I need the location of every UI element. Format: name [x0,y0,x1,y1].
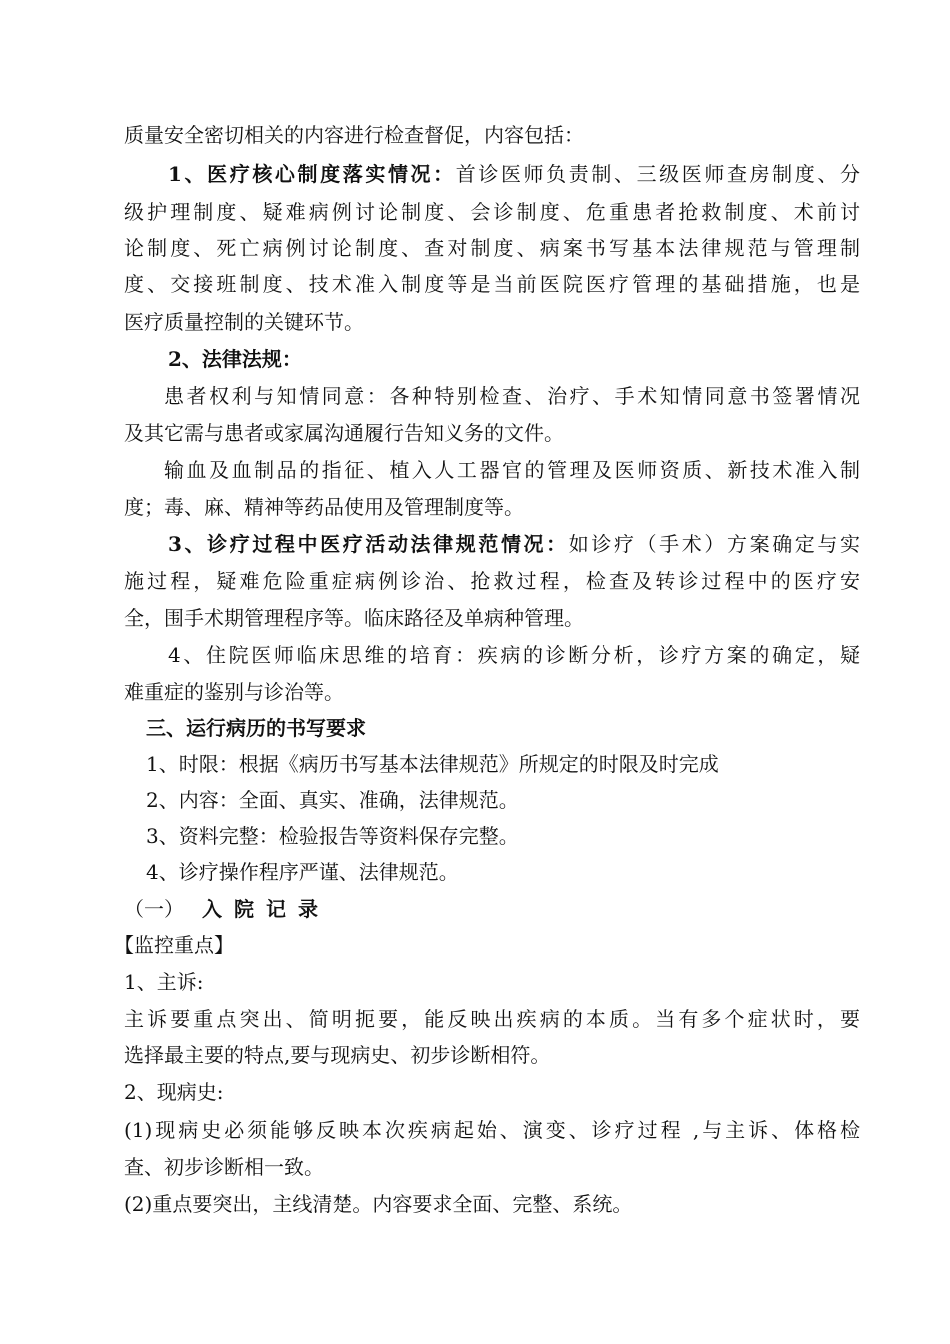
paragraph-line: 难重症的鉴别与诊治等。 [124,680,344,704]
paragraph-line: 论制度、死亡病例讨论制度、查对制度、病案书写基本法律规范与管理制 [124,236,860,260]
section-2-heading: 2、法律法规： [168,347,302,371]
list-item: 4、诊疗操作程序严谨、法律规范。 [146,860,459,884]
paragraph-line: 全，围手术期管理程序等。临床路径及单病种管理。 [124,606,584,630]
paragraph-line: 输血及血制品的指征、植入人工器官的管理及医师资质、新技术准入制 [164,458,860,482]
paragraph-line: 度；毒、麻、精神等药品使用及管理制度等。 [124,495,524,519]
section-3-heading: 3、诊疗过程中医疗活动法律规范情况： [168,532,569,556]
paragraph-line: (1)现病史必须能够反映本次疾病起始、演变、诊疗过程 ,与主诉、体格检 [124,1118,860,1142]
paragraph-line [124,530,860,558]
subsection-title: 入院记录 [202,897,330,921]
list-item: 1、主诉: [124,970,204,994]
paragraph-line: 4、住院医师临床思维的培育：疾病的诊断分析，诊疗方案的确定，疑 [168,643,860,667]
paragraph-line: 施过程，疑难危险重症病例诊治、抢救过程，检查及转诊过程中的医疗安 [124,569,860,593]
paragraph-line [124,160,860,188]
paragraph-line: (2)重点要突出，主线清楚。内容要求全面、完整、系统。 [124,1192,633,1216]
section-1-heading: 1、医疗核心制度落实情况： [168,162,456,186]
paragraph-text: 首诊医师负责制、三级医师查房制度、分 [455,162,860,186]
section-title: 三、运行病历的书写要求 [146,716,366,740]
list-item: 3、资料完整：检验报告等资料保存完整。 [146,824,519,848]
paragraph-line: 医疗质量控制的关键环节。 [124,310,364,334]
list-item: 2、现病史: [124,1080,224,1104]
paragraph-line: 级护理制度、疑难病例讨论制度、会诊制度、危重患者抢救制度、术前讨 [124,200,860,224]
subsection-number: （一） [124,897,184,921]
monitor-heading: 【监控重点】 [114,933,234,957]
list-item: 1、时限：根据《病历书写基本法律规范》所规定的时限及时完成 [146,752,719,776]
paragraph-text: 如诊疗（手术）方案确定与实 [568,532,860,556]
paragraph-line: 查、初步诊断相一致。 [124,1155,324,1179]
paragraph-line: 质量安全密切相关的内容进行检查督促，内容包括： [124,123,584,147]
paragraph-line: 度、交接班制度、技术准入制度等是当前医院医疗管理的基础措施，也是 [124,272,860,296]
paragraph-line: 选择最主要的特点,要与现病史、初步诊断相符。 [124,1043,551,1067]
subsection-heading [124,895,330,923]
paragraph-line: 主诉要重点突出、简明扼要，能反映出疾病的本质。当有多个症状时，要 [124,1007,860,1031]
paragraph-line: 患者权利与知情同意：各种特别检查、治疗、手术知情同意书签署情况 [164,384,860,408]
list-item: 2、内容：全面、真实、准确，法律规范。 [146,788,519,812]
paragraph-line: 及其它需与患者或家属沟通履行告知义务的文件。 [124,421,564,445]
